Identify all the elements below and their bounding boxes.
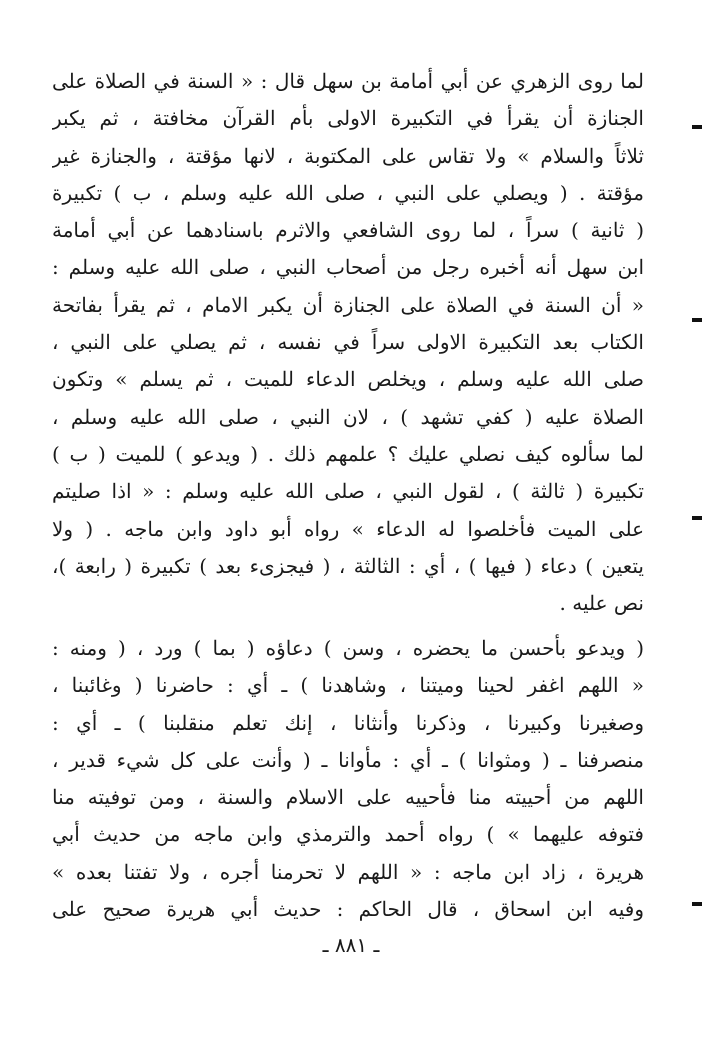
page-number: ـ ٨٨١ ـ bbox=[322, 933, 380, 957]
binding-mark bbox=[692, 318, 702, 322]
text-line: يتعين ) دعاء ( فيها ) ، أي : الثالثة ، ( فيجزىء بعد ) تكبيرة ( رابعة )، bbox=[52, 553, 644, 578]
text-line: الكتاب بعد التكبيرة الاولى سراً في نفسه ، ثم يصلي على النبي ، bbox=[52, 330, 644, 355]
binding-mark bbox=[692, 516, 702, 520]
text-line: وفيه ابن اسحاق ، قال الحاكم : حديث أبي هريرة صحيح على bbox=[52, 897, 644, 922]
text-line: تكبيرة ( ثالثة ) ، لقول النبي ، صلى الله عليه وسلم : « اذا صليتم bbox=[52, 479, 644, 504]
paragraph-2 bbox=[52, 630, 644, 928]
text-line: لما سألوه كيف نصلي عليك ؟ علمهم ذلك . ( ويدعو ) للميت ( ب ) bbox=[52, 441, 644, 466]
text-line: لما روى الزهري عن أبي أمامة بن سهل قال : « السنة في الصلاة على bbox=[52, 69, 644, 93]
text-line: ابن سهل أنه أخبره رجل من أصحاب النبي ، صلى الله عليه وسلم : bbox=[52, 255, 644, 280]
text-line: ( ثانية ) سراً ، لما روى الشافعي والاثرم باسنادهما عن أبي أمامة bbox=[52, 218, 644, 243]
text-line: الجنازة أن يقرأ في التكبيرة الاولى بأم القرآن مخافتة ، ثم يكبر bbox=[52, 106, 644, 131]
text-line: فتوفه عليهما » ) رواه أحمد والترمذي وابن ماجه من حديث أبي bbox=[52, 822, 644, 847]
text-line: ( ويدعو بأحسن ما يحضره ، وسن ) دعاؤه ( بما ) ورد ، ( ومنه : bbox=[52, 636, 644, 660]
text-line: « اللهم اغفر لحينا وميتنا ، وشاهدنا ) ـ أي : حاضرنا ( وغائبنا ، bbox=[52, 673, 644, 698]
text-line: وصغيرنا وكبيرنا ، وذكرنا وأنثانا ، إنك تعلم منقلبنا ) ـ أي : bbox=[52, 710, 644, 735]
text-line: نص عليه . bbox=[559, 591, 644, 616]
text-line: « أن السنة في الصلاة على الجنازة أن يكبر الامام ، ثم يقرأ بفاتحة bbox=[52, 292, 644, 317]
text-line: منصرفنا ـ ( ومثوانا ) ـ أي : مأوانا ـ ( وأنت على كل شيء قدير ، bbox=[52, 747, 644, 772]
text-line: على الميت فأخلصوا له الدعاء » رواه أبو داود وابن ماجه . ( ولا bbox=[52, 516, 644, 541]
text-line: هريرة ، زاد ابن ماجه : « اللهم لا تحرمنا أجره ، ولا تفتنا بعده » bbox=[52, 859, 644, 884]
paragraph-1 bbox=[52, 63, 644, 622]
text-line: اللهم من أحييته منا فأحييه على الاسلام والسنة ، ومن توفيته منا bbox=[52, 785, 644, 810]
binding-mark bbox=[692, 125, 702, 129]
text-line: الصلاة عليه ( كفي تشهد ) ، لان النبي ، صلى الله عليه وسلم ، bbox=[52, 404, 644, 429]
text-line: ثلاثاً والسلام » ولا تقاس على المكتوبة ، لانها مؤقتة ، والجنازة غير bbox=[52, 143, 644, 168]
text-line: صلى الله عليه وسلم ، ويخلص الدعاء للميت ، ثم يسلم » وتكون bbox=[52, 367, 644, 392]
text-line: مؤقتة . ( ويصلي على النبي ، صلى الله عليه وسلم ، ب ) تكبيرة bbox=[52, 180, 644, 205]
binding-mark bbox=[692, 902, 702, 906]
